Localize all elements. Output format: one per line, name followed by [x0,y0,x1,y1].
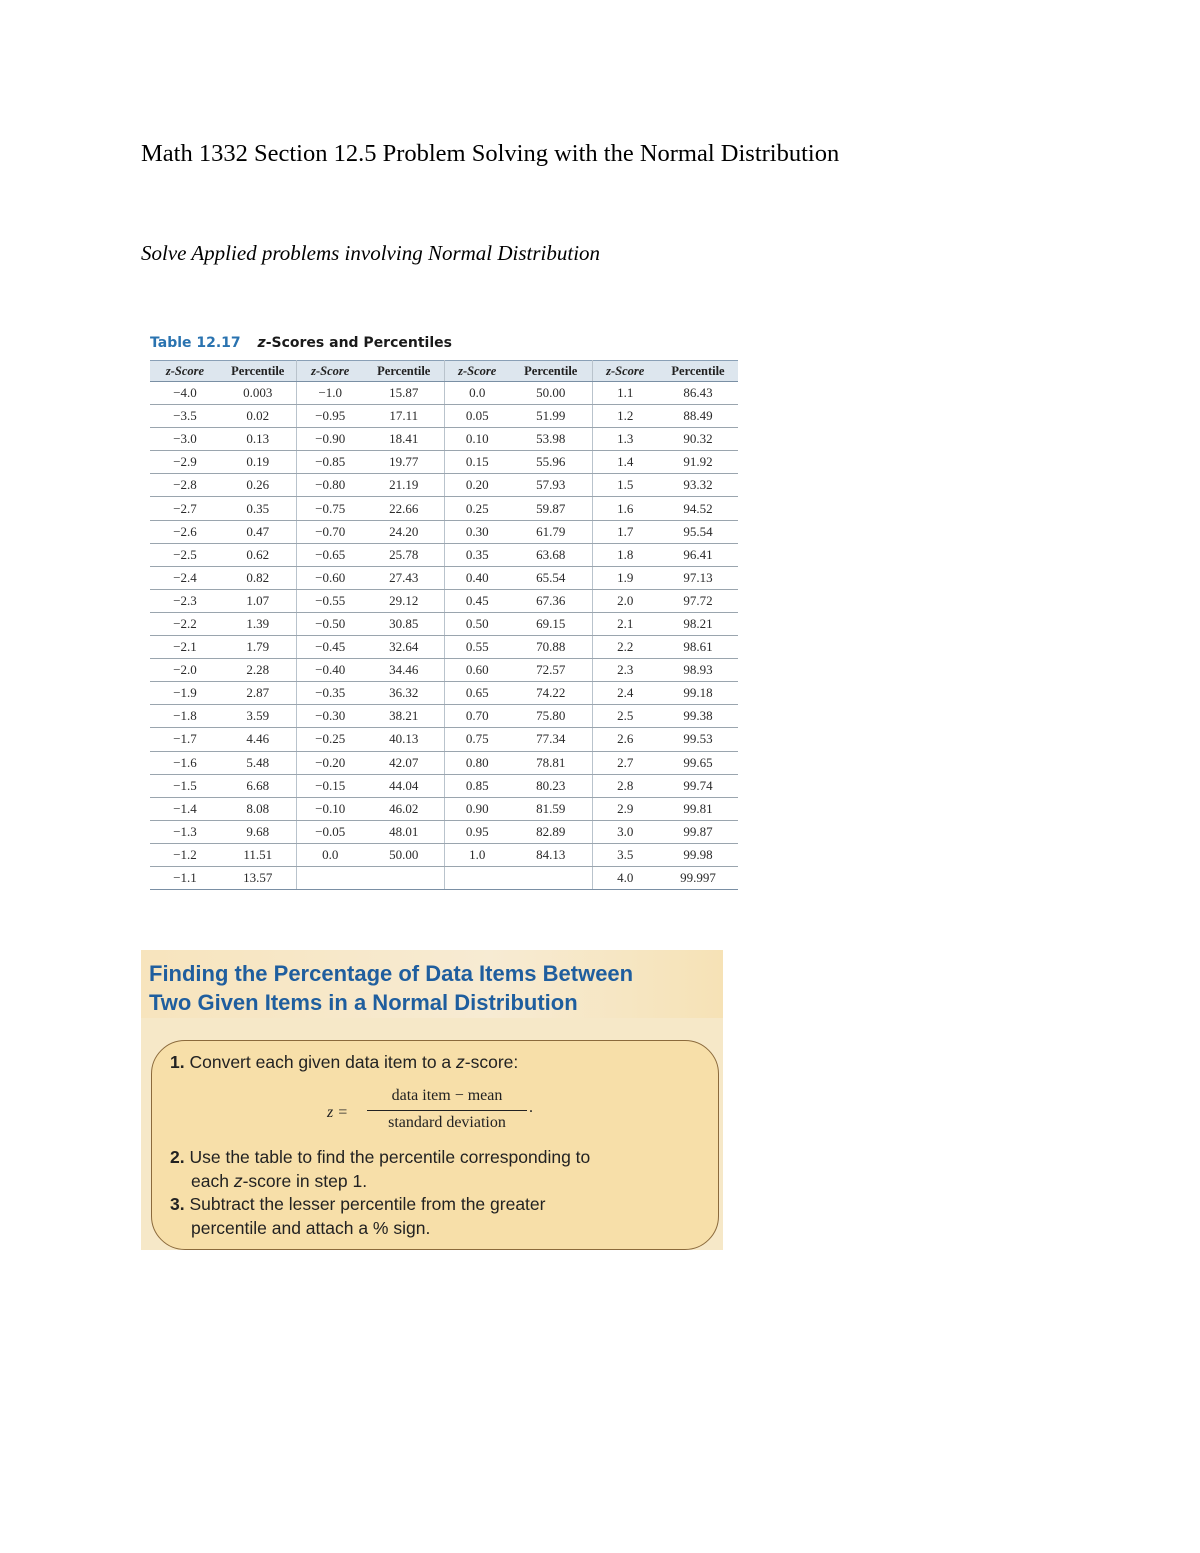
percentile-cell: 72.57 [510,659,592,682]
percentile-cell: 0.19 [220,451,296,474]
z-score-cell: 0.60 [444,659,510,682]
percentile-cell: 0.02 [220,405,296,428]
z-score-cell: 2.6 [592,728,658,751]
z-score-cell: −1.8 [150,705,220,728]
procedure-box [141,950,723,1250]
percentile-cell: 38.21 [364,705,444,728]
z-score-cell: −0.30 [296,705,364,728]
step-3-number: 3. [170,1194,185,1214]
percentile-cell: 2.28 [220,659,296,682]
percentile-cell: 0.62 [220,543,296,566]
z-score-cell: −2.8 [150,474,220,497]
page-title: Math 1332 Section 12.5 Problem Solving with the Normal Distribution [141,140,840,167]
z-score-cell: 0.70 [444,705,510,728]
percentile-cell: 2.87 [220,682,296,705]
percentile-cell: 99.38 [658,705,738,728]
procedure-heading-line1: Finding the Percentage of Data Items Between [149,961,634,986]
z-score-cell: 0.0 [444,382,510,405]
percentile-cell: 59.87 [510,497,592,520]
percentile-cell: 82.89 [510,820,592,843]
z-score-cell: −2.3 [150,589,220,612]
z-score-cell: −2.7 [150,497,220,520]
z-score-cell: 0.30 [444,520,510,543]
percentile-cell: 40.13 [364,728,444,751]
table-row [150,428,738,451]
z-score-cell: 0.0 [296,843,364,866]
percentile-cell: 22.66 [364,497,444,520]
header-z-score: z-Score [592,361,658,382]
step-2 [170,1145,670,1193]
percentile-cell: 94.52 [658,497,738,520]
z-score-cell: 0.40 [444,566,510,589]
table-row [150,382,738,405]
z-score-cell: 4.0 [592,866,658,889]
z-score-cell: −0.40 [296,659,364,682]
table-row [150,474,738,497]
z-score-cell: −2.0 [150,659,220,682]
table-row [150,612,738,635]
z-score-cell: −0.65 [296,543,364,566]
percentile-cell: 44.04 [364,774,444,797]
z-score-cell: −1.7 [150,728,220,751]
z-score-cell: 0.90 [444,797,510,820]
percentile-cell: 74.22 [510,682,592,705]
table-header-row [150,361,738,382]
percentile-cell: 80.23 [510,774,592,797]
z-score-cell: −0.95 [296,405,364,428]
table-row [150,820,738,843]
z-score-cell: −0.70 [296,520,364,543]
z-score-cell: −2.6 [150,520,220,543]
percentile-cell: 0.26 [220,474,296,497]
table-row [150,451,738,474]
percentile-cell: 0.13 [220,428,296,451]
z-score-cell: 0.55 [444,636,510,659]
percentile-cell: 93.32 [658,474,738,497]
percentile-cell: 15.87 [364,382,444,405]
table-row [150,520,738,543]
step-2-text-2: each [191,1171,234,1191]
percentile-cell: 99.81 [658,797,738,820]
header-percentile: Percentile [220,361,296,382]
step-1-text: Convert each given data item to a [184,1052,457,1072]
z-score-cell: −3.5 [150,405,220,428]
z-score-cell: 2.2 [592,636,658,659]
z-score-cell: 1.7 [592,520,658,543]
step-1-number: 1. [170,1052,185,1072]
table-row [150,682,738,705]
percentile-cell: 53.98 [510,428,592,451]
percentile-cell: 99.74 [658,774,738,797]
percentile-cell: 99.87 [658,820,738,843]
percentile-cell: 13.57 [220,866,296,889]
table-row [150,705,738,728]
table-row [150,566,738,589]
z-score-cell: −2.2 [150,612,220,635]
z-score-cell: −1.0 [296,382,364,405]
step-2-z: z [233,1171,243,1191]
step-3-text: Subtract the lesser percentile from the greater [184,1194,546,1214]
procedure-heading-line2: Two Given Items in a Normal Distribution [149,990,578,1015]
table-row [150,543,738,566]
formula-numerator: data item − mean [391,1087,503,1104]
z-score-cell: 2.0 [592,589,658,612]
header-z-score: z-Score [296,361,364,382]
table-row [150,497,738,520]
percentile-cell: 6.68 [220,774,296,797]
percentile-cell: 1.39 [220,612,296,635]
percentile-cell: 8.08 [220,797,296,820]
percentile-cell: 69.15 [510,612,592,635]
step-1-z: z [456,1052,465,1072]
percentile-cell: 84.13 [510,843,592,866]
percentile-cell: 25.78 [364,543,444,566]
table-row [150,659,738,682]
percentile-cell: 3.59 [220,705,296,728]
z-score-cell: 1.9 [592,566,658,589]
table-caption-title: -Scores and Percentiles [265,335,452,351]
z-score-cell: 0.15 [444,451,510,474]
z-score-cell: 1.5 [592,474,658,497]
z-score-cell: −0.60 [296,566,364,589]
percentile-cell: 61.79 [510,520,592,543]
z-score-cell: −0.20 [296,751,364,774]
z-score-cell: −1.5 [150,774,220,797]
table-row [150,797,738,820]
percentile-cell: 1.79 [220,636,296,659]
table-row [150,751,738,774]
percentile-cell: 46.02 [364,797,444,820]
z-score-cell: 0.65 [444,682,510,705]
z-score-cell: 2.3 [592,659,658,682]
step-3-text-2: percentile and attach a % sign. [191,1218,431,1238]
z-score-cell: −0.15 [296,774,364,797]
z-score-cell: 0.10 [444,428,510,451]
z-score-cell: 1.4 [592,451,658,474]
percentile-cell: 98.61 [658,636,738,659]
header-percentile: Percentile [364,361,444,382]
percentile-cell: 57.93 [510,474,592,497]
z-score-cell: 2.7 [592,751,658,774]
header-z-score: z-Score [444,361,510,382]
z-score-cell: 3.0 [592,820,658,843]
percentile-cell: 90.32 [658,428,738,451]
table-caption-z: z [257,335,266,351]
percentile-cell: 99.18 [658,682,738,705]
formula-lhs: z = [327,1104,349,1121]
z-score-cell: 2.9 [592,797,658,820]
z-score-cell: 0.95 [444,820,510,843]
z-score-cell: −0.35 [296,682,364,705]
z-score-cell: 0.80 [444,751,510,774]
z-score-cell: 1.6 [592,497,658,520]
header-percentile: Percentile [510,361,592,382]
percentile-cell: 97.72 [658,589,738,612]
percentile-cell: 67.36 [510,589,592,612]
header-percentile: Percentile [658,361,738,382]
z-score-cell: −0.05 [296,820,364,843]
z-score-cell: −1.9 [150,682,220,705]
table-row [150,774,738,797]
step-2-text-end: -score in step 1. [242,1171,368,1191]
table-row [150,405,738,428]
z-score-cell: −2.4 [150,566,220,589]
percentile-cell: 50.00 [364,843,444,866]
z-score-cell: 1.2 [592,405,658,428]
z-score-cell: −1.2 [150,843,220,866]
percentile-cell: 27.43 [364,566,444,589]
z-score-cell: 0.75 [444,728,510,751]
z-score-cell: 2.5 [592,705,658,728]
percentile-cell [510,866,592,889]
percentile-cell: 5.48 [220,751,296,774]
z-score-cell: 1.1 [592,382,658,405]
percentile-cell: 55.96 [510,451,592,474]
percentile-cell: 29.12 [364,589,444,612]
percentile-cell: 99.65 [658,751,738,774]
z-score-cell [296,866,364,889]
z-score-cell: −1.1 [150,866,220,889]
percentile-cell: 96.41 [658,543,738,566]
table-row [150,843,738,866]
z-score-cell: 1.8 [592,543,658,566]
percentile-cell: 81.59 [510,797,592,820]
z-score-cell: 2.4 [592,682,658,705]
z-score-cell: −2.5 [150,543,220,566]
page-subtitle: Solve Applied problems involving Normal Distribution [141,241,601,265]
step-1 [170,1050,670,1074]
formula-fraction-bar [367,1110,527,1111]
percentile-cell: 88.49 [658,405,738,428]
z-score-cell: 1.0 [444,843,510,866]
z-score-cell: 0.35 [444,543,510,566]
table-body [150,382,738,890]
percentile-cell: 17.11 [364,405,444,428]
percentile-cell: 48.01 [364,820,444,843]
z-score-cell: −0.50 [296,612,364,635]
step-1-text-end: -score: [464,1052,519,1072]
step-3 [170,1192,670,1240]
percentile-cell: 98.93 [658,659,738,682]
z-score-cell: −0.85 [296,451,364,474]
z-score-cell: 0.85 [444,774,510,797]
percentile-cell: 78.81 [510,751,592,774]
percentile-cell: 97.13 [658,566,738,589]
percentile-cell: 30.85 [364,612,444,635]
z-score-cell: 0.45 [444,589,510,612]
table-caption-text [258,335,452,351]
procedure-steps-panel [151,1040,719,1250]
percentile-cell: 91.92 [658,451,738,474]
z-score-cell: −1.6 [150,751,220,774]
percentile-cell: 65.54 [510,566,592,589]
percentile-cell: 51.99 [510,405,592,428]
table-row [150,636,738,659]
formula-denominator: standard deviation [388,1114,506,1131]
percentile-cell: 0.47 [220,520,296,543]
z-score-cell: 0.50 [444,612,510,635]
percentile-cell: 50.00 [510,382,592,405]
z-score-table [150,360,738,890]
z-score-cell: −0.45 [296,636,364,659]
z-score-cell [444,866,510,889]
z-score-cell: −4.0 [150,382,220,405]
header-z-score: z-Score [150,361,220,382]
percentile-cell: 70.88 [510,636,592,659]
percentile-cell: 42.07 [364,751,444,774]
percentile-cell: 19.77 [364,451,444,474]
percentile-cell: 95.54 [658,520,738,543]
table-caption [150,335,452,351]
table-row [150,589,738,612]
percentile-cell: 99.53 [658,728,738,751]
percentile-cell: 4.46 [220,728,296,751]
percentile-cell: 99.997 [658,866,738,889]
percentile-cell: 0.35 [220,497,296,520]
percentile-cell: 32.64 [364,636,444,659]
percentile-cell: 11.51 [220,843,296,866]
percentile-cell: 86.43 [658,382,738,405]
percentile-cell: 36.32 [364,682,444,705]
z-score-cell: −0.75 [296,497,364,520]
step-2-number: 2. [170,1147,185,1167]
z-score-cell: −0.90 [296,428,364,451]
percentile-cell: 63.68 [510,543,592,566]
percentile-cell: 0.82 [220,566,296,589]
percentile-cell: 24.20 [364,520,444,543]
z-score-cell: −3.0 [150,428,220,451]
z-score-cell: 2.8 [592,774,658,797]
z-score-cell: 1.3 [592,428,658,451]
z-score-cell: 2.1 [592,612,658,635]
z-score-cell: 3.5 [592,843,658,866]
z-score-cell: −0.55 [296,589,364,612]
percentile-cell: 34.46 [364,659,444,682]
z-score-cell: −0.80 [296,474,364,497]
z-score-cell: 0.20 [444,474,510,497]
table-caption-number: Table 12.17 [150,335,241,351]
z-score-cell: −2.1 [150,636,220,659]
step-2-text: Use the table to find the percentile corresponding to [184,1147,591,1167]
table-row [150,728,738,751]
z-score-cell: −0.25 [296,728,364,751]
percentile-cell: 75.80 [510,705,592,728]
z-score-cell: 0.05 [444,405,510,428]
formula-end: . [529,1099,533,1116]
table-row [150,866,738,889]
z-score-cell: 0.25 [444,497,510,520]
percentile-cell: 21.19 [364,474,444,497]
procedure-heading [149,959,709,1017]
percentile-cell: 0.003 [220,382,296,405]
percentile-cell: 9.68 [220,820,296,843]
percentile-cell: 77.34 [510,728,592,751]
z-score-cell: −0.10 [296,797,364,820]
percentile-cell [364,866,444,889]
percentile-cell: 18.41 [364,428,444,451]
percentile-cell: 99.98 [658,843,738,866]
percentile-cell: 98.21 [658,612,738,635]
z-score-cell: −2.9 [150,451,220,474]
z-score-cell: −1.4 [150,797,220,820]
percentile-cell: 1.07 [220,589,296,612]
z-score-cell: −1.3 [150,820,220,843]
